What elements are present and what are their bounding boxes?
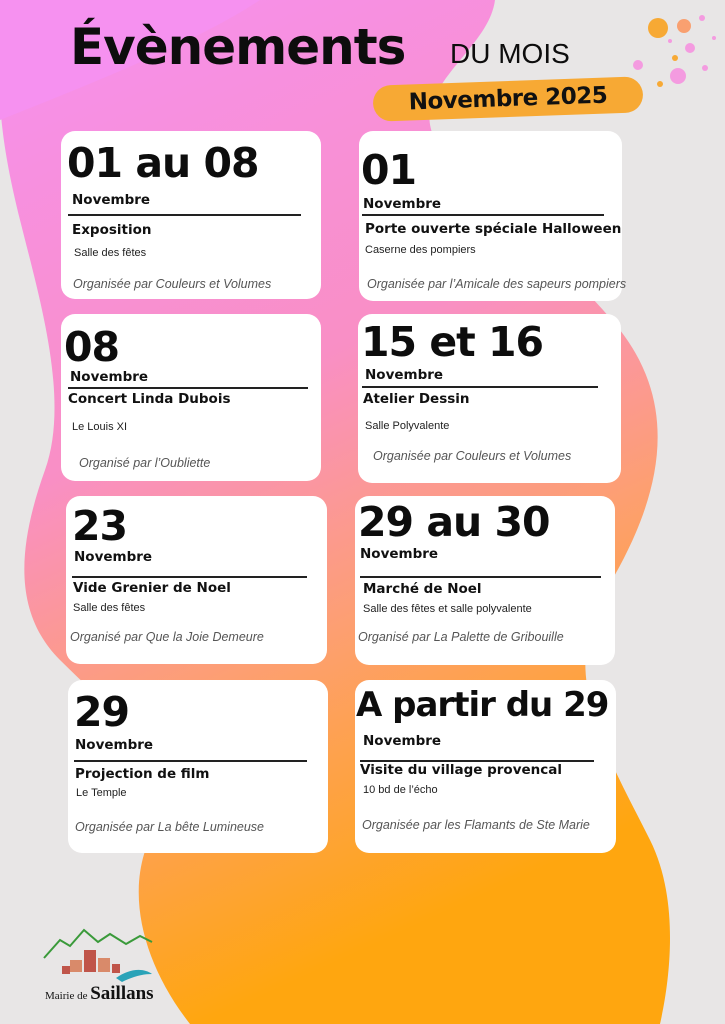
event-card	[355, 680, 616, 853]
event-place: Caserne des pompiers	[365, 244, 476, 256]
event-name: Projection de film	[75, 766, 210, 782]
page-subtitle: DU MOIS	[450, 38, 570, 69]
month-badge-label: Novembre 2025	[408, 82, 608, 116]
event-organizer: Organisée par Couleurs et Volumes	[73, 277, 272, 291]
event-place: Salle des fêtes et salle polyvalente	[363, 603, 532, 615]
divider	[68, 387, 308, 389]
divider	[362, 386, 598, 388]
event-card	[355, 496, 615, 665]
event-month: Novembre	[365, 367, 444, 383]
event-name: Visite du village provencal	[360, 762, 562, 778]
event-place: 10 bd de l’écho	[363, 784, 438, 796]
event-place: Le Temple	[76, 787, 127, 799]
mairie-logo-text	[45, 983, 154, 1005]
divider	[72, 576, 307, 578]
event-place: Le Louis XI	[72, 421, 128, 433]
event-organizer: Organisée par l’Amicale des sapeurs pompiers	[367, 277, 627, 291]
event-place: Salle des fêtes	[74, 247, 147, 259]
event-month: Novembre	[70, 369, 149, 385]
event-name: Atelier Dessin	[363, 391, 470, 407]
event-date: A partir du 29	[356, 685, 609, 725]
event-date: 01 au 08	[67, 139, 259, 187]
event-month: Novembre	[74, 549, 153, 565]
event-date: 01	[361, 146, 417, 194]
event-date: 15 et 16	[361, 318, 544, 366]
event-organizer: Organisé par l’Oubliette	[79, 456, 211, 470]
divider	[360, 576, 601, 578]
event-date: 23	[72, 502, 128, 550]
page-title: Évènements	[70, 18, 406, 76]
divider	[68, 214, 301, 216]
event-organizer: Organisé par Que la Joie Demeure	[70, 630, 264, 644]
event-name: Exposition	[72, 222, 152, 238]
event-card	[68, 680, 328, 853]
event-name: Vide Grenier de Noel	[73, 580, 231, 596]
event-organizer: Organisée par Couleurs et Volumes	[373, 449, 572, 463]
event-month: Novembre	[72, 192, 151, 208]
logo-prefix: Mairie de	[45, 990, 88, 1002]
event-card	[61, 131, 321, 299]
event-card	[66, 496, 327, 664]
decorative-dots	[630, 8, 725, 93]
event-date: 29 au 30	[358, 498, 550, 546]
event-name: Porte ouverte spéciale Halloween	[365, 221, 622, 237]
event-organizer: Organisé par La Palette de Gribouille	[358, 630, 564, 644]
event-organizer: Organisée par les Flamants de Ste Marie	[362, 818, 590, 832]
event-place: Salle Polyvalente	[365, 420, 450, 432]
event-place: Salle des fêtes	[73, 602, 146, 614]
event-month: Novembre	[363, 196, 442, 212]
event-card	[358, 314, 621, 483]
event-card	[61, 314, 321, 481]
event-month: Novembre	[75, 737, 154, 753]
event-date: 08	[64, 323, 120, 371]
divider	[362, 214, 604, 216]
event-month: Novembre	[360, 546, 439, 562]
event-organizer: Organisée par La bête Lumineuse	[75, 820, 265, 834]
event-month: Novembre	[363, 733, 442, 749]
event-name: Marché de Noel	[363, 581, 482, 597]
event-card	[359, 131, 627, 301]
divider	[74, 760, 307, 762]
event-date: 29	[74, 688, 130, 736]
event-name: Concert Linda Dubois	[68, 391, 231, 407]
logo-name: Saillans	[90, 983, 154, 1004]
